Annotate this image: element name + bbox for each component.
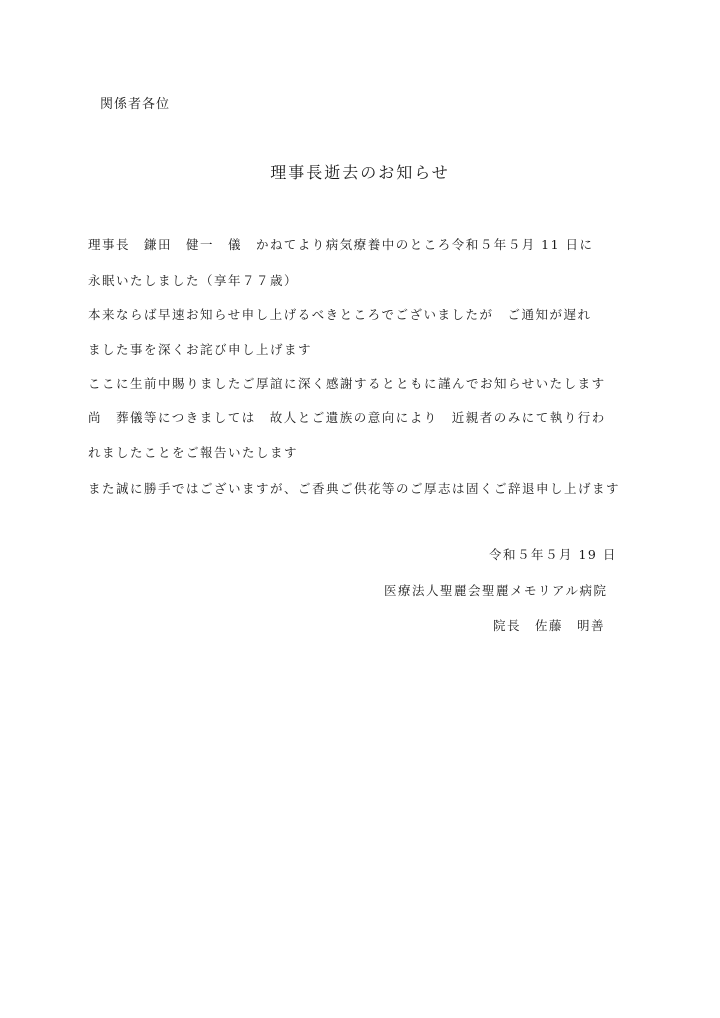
body-line: れましたことをご報告いたします: [88, 445, 299, 460]
body-line: 本来ならば早速お知らせ申し上げるべきところでございましたが ご通知が遅れ: [88, 307, 592, 322]
document-title: 理事長逝去のお知らせ: [270, 163, 450, 182]
issue-date: 令和５年５月 19 日: [489, 547, 617, 562]
body-line: 尚 葬儀等につきましては 故人とご遺族の意向により 近親者のみにて執り行わ: [88, 410, 606, 425]
body-line: ました事を深くお詫び申し上げます: [88, 342, 313, 357]
body-line: 永眠いたしました（享年７７歳）: [88, 273, 299, 288]
signer-name: 院長 佐藤 明善: [493, 618, 606, 633]
organization-name: 医療法人聖麗会聖麗メモリアル病院: [384, 583, 608, 598]
body-line: ここに生前中賜りましたご厚誼に深く感謝するとともに謹んでお知らせいたします: [88, 376, 606, 391]
salutation: 関係者各位: [100, 97, 171, 112]
body-line: 理事長 鎌田 健一 儀 かねてより病気療養中のところ令和５年５月 11 日に: [88, 237, 594, 252]
body-line: また誠に勝手ではございますが、ご香典ご供花等のご厚志は固くご辞退申し上げます: [88, 481, 621, 496]
